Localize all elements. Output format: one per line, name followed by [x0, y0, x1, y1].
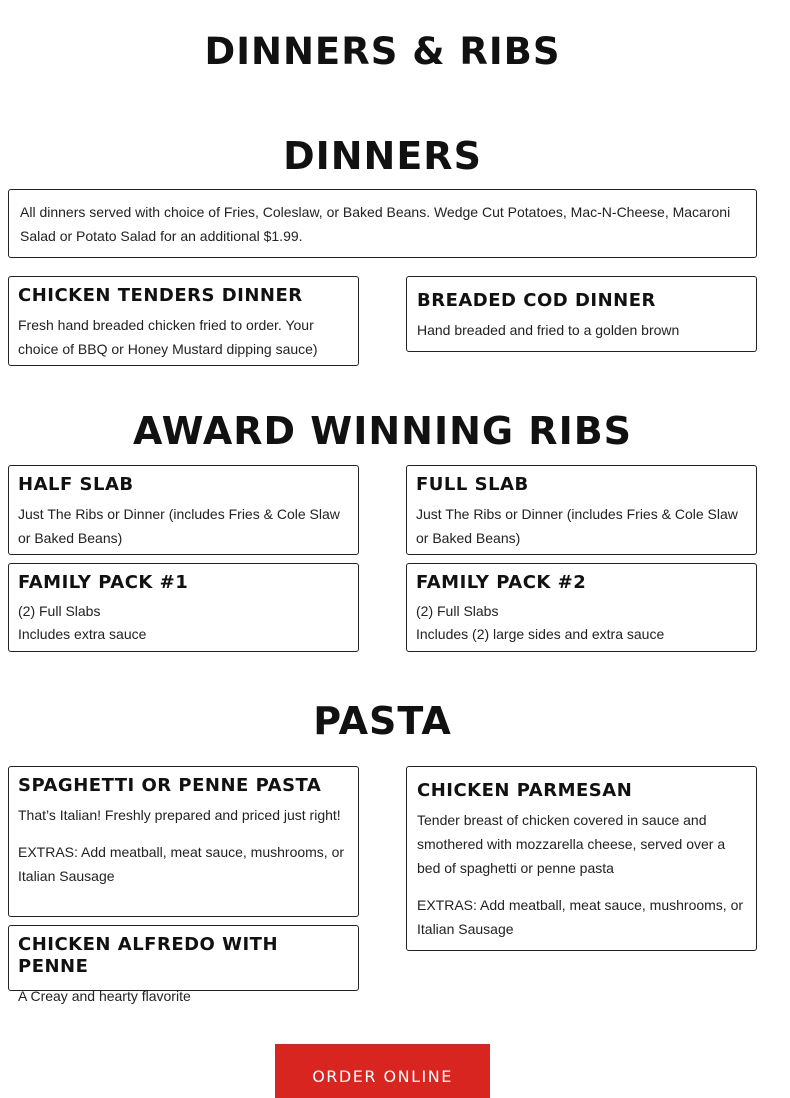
menu-item-family-pack-2: [406, 563, 757, 652]
menu-item-description: Hand breaded and fried to a golden brown: [417, 322, 680, 338]
menu-item-full-slab: [406, 465, 757, 555]
menu-item-description: Fresh hand breaded chicken fried to order. Your choice of BBQ or Honey Mustard dipping sauce): [18, 317, 318, 357]
menu-item-line: Includes (2) large sides and extra sauce: [416, 626, 665, 642]
page-title: DINNERS & RIBS: [204, 30, 561, 73]
menu-item-title: FAMILY PACK #2: [416, 572, 587, 593]
menu-item-title: CHICKEN TENDERS DINNER: [18, 285, 303, 306]
menu-item-title: CHICKEN PARMESAN: [417, 780, 633, 801]
section-heading-ribs: AWARD WINNING RIBS: [132, 409, 633, 453]
menu-item-title: FULL SLAB: [416, 474, 529, 495]
menu-item-line: Includes extra sauce: [18, 626, 147, 642]
section-heading-dinners: DINNERS: [283, 134, 482, 178]
menu-item-description: Tender breast of chicken covered in sauce and smothered with mozzarella cheese, served over a bed of spaghetti or penne pasta: [417, 812, 726, 876]
dinners-note: All dinners served with choice of Fries, Coleslaw, or Baked Beans. Wedge Cut Potatoes, Mac-N-Cheese, Macaroni Salad or Potato Salad for an additional $1.99.: [8, 189, 757, 258]
menu-item-extras: EXTRAS: Add meatball, meat sauce, mushrooms, or Italian Sausage: [417, 897, 744, 937]
menu-item-chicken-parmesan: [406, 766, 757, 951]
menu-item-breaded-cod-dinner: [406, 276, 757, 352]
menu-item-title: SPAGHETTI OR PENNE PASTA: [18, 775, 322, 796]
menu-item-spaghetti-or-penne-pasta: [8, 766, 359, 917]
section-heading-pasta: PASTA: [313, 699, 452, 743]
menu-item-description: Just The Ribs or Dinner (includes Fries & Cole Slaw or Baked Beans): [18, 506, 340, 546]
order-online-button[interactable]: ORDER ONLINE: [275, 1044, 490, 1098]
menu-item-title: HALF SLAB: [18, 474, 134, 495]
menu-item-description: That’s Italian! Freshly prepared and priced just right!: [18, 807, 341, 823]
menu-item-title: FAMILY PACK #1: [18, 572, 189, 593]
menu-item-extras: EXTRAS: Add meatball, meat sauce, mushrooms, or Italian Sausage: [18, 844, 345, 884]
menu-item-title: BREADED COD DINNER: [417, 290, 656, 311]
menu-item-line: (2) Full Slabs: [416, 603, 499, 619]
menu-item-half-slab: [8, 465, 359, 555]
menu-item-description: A Creay and hearty flavorite: [18, 988, 191, 1004]
menu-item-chicken-tenders-dinner: [8, 276, 359, 366]
menu-item-family-pack-1: [8, 563, 359, 652]
menu-item-line: (2) Full Slabs: [18, 603, 101, 619]
menu-item-title: CHICKEN ALFREDO WITH PENNE: [18, 934, 279, 977]
menu-item-description: Just The Ribs or Dinner (includes Fries & Cole Slaw or Baked Beans): [416, 506, 738, 546]
menu-item-chicken-alfredo-with-penne: [8, 925, 359, 1004]
